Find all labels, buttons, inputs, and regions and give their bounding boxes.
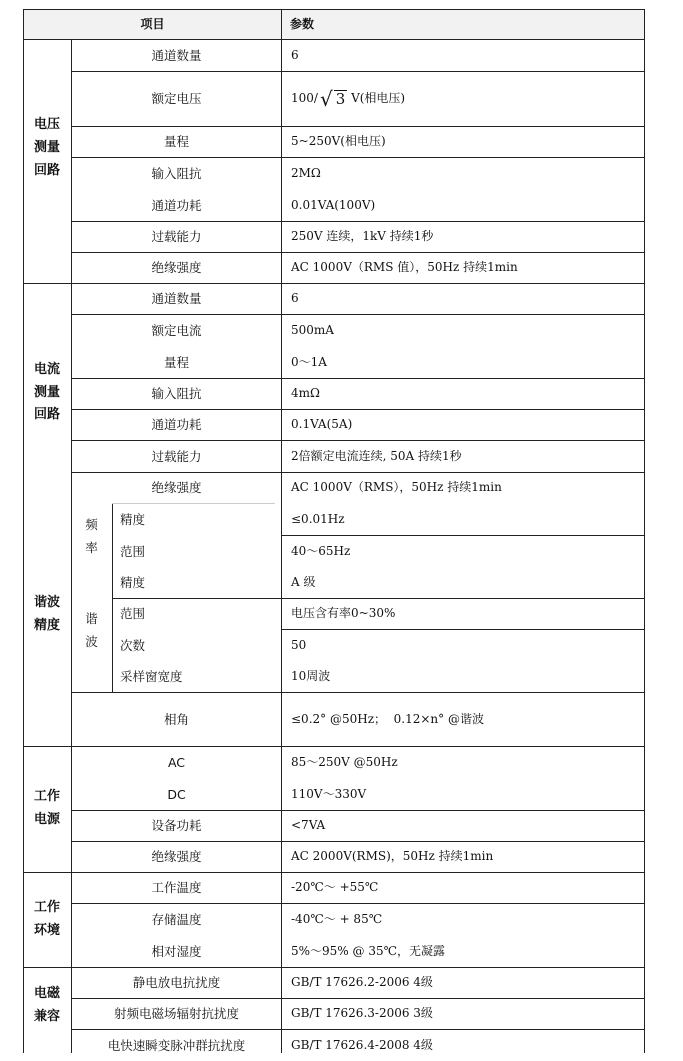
- value-harm-order: 50: [291, 637, 307, 652]
- value-voltage-power: 0.01VA(100V): [291, 197, 376, 212]
- item-device-power: 设备功耗: [151, 818, 202, 833]
- value-operating-temp: -20℃～ +55℃: [291, 880, 379, 895]
- hline: [23, 872, 645, 873]
- value-harm-range: 电压含有率0~30%: [291, 606, 396, 621]
- value-current-impedance: 4mΩ: [291, 386, 320, 401]
- item-current-power: 通道功耗: [151, 417, 202, 432]
- item-current-channels: 通道数量: [151, 291, 202, 306]
- hline: [71, 440, 645, 441]
- item-harm-order: 次数: [120, 637, 146, 653]
- border-top: [23, 9, 645, 10]
- divider-item-param: [281, 9, 282, 1053]
- hline: [71, 472, 645, 473]
- hline: [112, 598, 645, 599]
- value-rated-voltage-radicand: 3: [335, 89, 346, 108]
- item-rated-current: 额定电流: [151, 322, 202, 338]
- item-voltage-overload: 过载能力: [151, 229, 202, 244]
- border-right: [644, 9, 645, 1053]
- item-eft: 电快速瞬变脉冲群抗扰度: [107, 1037, 246, 1053]
- value-rf-field: GB/T 17626.3-2006 3级: [291, 1006, 433, 1021]
- hline: [71, 409, 645, 410]
- value-harm-accuracy: A 级: [291, 575, 316, 590]
- value-rated-voltage-prefix: 100/: [291, 91, 318, 106]
- hline: [282, 629, 645, 630]
- value-current-insulation: AC 1000V（RMS），50Hz 持续1min: [291, 480, 502, 495]
- item-voltage-channels: 通道数量: [151, 48, 202, 63]
- value-power-dc: 110V～330V: [291, 786, 367, 801]
- item-freq-range: 范围: [120, 543, 146, 559]
- item-rf-field: 射频电磁场辐射抗扰度: [113, 1006, 239, 1021]
- item-humidity: 相对湿度: [151, 943, 202, 959]
- hline: [71, 71, 645, 72]
- hline: [282, 535, 645, 536]
- item-voltage-power: 通道功耗: [151, 197, 202, 213]
- hline: [71, 1029, 645, 1030]
- border-left: [23, 9, 24, 1053]
- hline: [71, 221, 645, 222]
- hline: [71, 841, 645, 842]
- value-storage-temp: -40℃～ + 85℃: [291, 911, 383, 926]
- hline: [71, 157, 645, 158]
- item-voltage-insulation: 绝缘强度: [151, 260, 202, 275]
- item-phase-angle: 相角: [163, 711, 189, 727]
- hline: [23, 967, 645, 968]
- hline: [71, 998, 645, 999]
- item-current-insulation: 绝缘强度: [151, 480, 202, 495]
- group-voltage: 电压 测量 回路: [33, 117, 60, 178]
- hline: [23, 283, 645, 284]
- hline: [71, 252, 645, 253]
- group-env: 工作 环境: [33, 899, 60, 938]
- hline: [23, 746, 645, 747]
- value-current-power: 0.1VA(5A): [291, 417, 353, 432]
- divider-group-item: [71, 40, 72, 1053]
- value-current-overload: 2倍额定电流连续, 50A 持续1秒: [291, 448, 462, 463]
- group-power: 工作 电源: [33, 789, 60, 827]
- item-esd: 静电放电抗扰度: [132, 975, 221, 990]
- group-emc: 电磁 兼容: [33, 986, 60, 1024]
- item-current-impedance: 输入阻抗: [151, 386, 202, 401]
- value-freq-accuracy: ≤0.01Hz: [291, 512, 345, 527]
- value-rated-voltage-suffix: V(相电压): [347, 91, 406, 106]
- item-current-range: 量程: [163, 354, 189, 370]
- hline: [71, 126, 645, 127]
- hline: [71, 810, 645, 811]
- value-rated-current: 500mA: [291, 322, 334, 337]
- value-voltage-overload: 250V 连续，1kV 持续1秒: [291, 229, 434, 244]
- header-param: 参数: [282, 9, 645, 40]
- value-power-ac: 85～250V @50Hz: [291, 754, 398, 769]
- item-voltage-impedance: 输入阻抗: [151, 165, 202, 181]
- value-humidity: 5%～95% @ 35℃，无凝露: [291, 943, 446, 958]
- hline: [71, 314, 645, 315]
- hline: [23, 39, 645, 40]
- value-current-channels: 6: [291, 291, 299, 306]
- value-freq-range: 40～65Hz: [291, 543, 351, 558]
- value-power-insulation: AC 2000V(RMS)，50Hz 持续1min: [291, 849, 494, 864]
- item-harm-range: 范围: [120, 606, 146, 621]
- value-phase-angle: ≤0.2° @50Hz； 0.12×n° @谐波: [291, 711, 484, 726]
- sqrt-symbol: √ 3: [319, 86, 346, 111]
- value-voltage-impedance: 2MΩ: [291, 165, 321, 180]
- item-harm-accuracy: 精度: [120, 575, 146, 590]
- value-current-range: 0～1A: [291, 354, 327, 369]
- item-operating-temp: 工作温度: [151, 880, 202, 895]
- value-voltage-channels: 6: [291, 48, 299, 63]
- subgroup-harmonic: 谐 波: [85, 610, 98, 649]
- group-current: 电流 测量 回路: [33, 361, 60, 423]
- hline: [71, 692, 645, 693]
- value-device-power: <7VA: [291, 818, 326, 833]
- item-storage-temp: 存储温度: [151, 911, 202, 927]
- hline: [71, 378, 645, 379]
- value-harm-window: 10周波: [291, 669, 331, 684]
- value-voltage-range: 5~250V(相电压): [291, 134, 386, 149]
- subgroup-frequency: 频 率: [85, 516, 98, 555]
- item-power-ac: AC: [167, 754, 186, 770]
- hline: [112, 503, 275, 504]
- item-power-dc: DC: [167, 786, 186, 802]
- item-harm-window: 采样窗宽度: [120, 669, 183, 684]
- value-voltage-insulation: AC 1000V（RMS 值），50Hz 持续1min: [291, 260, 518, 275]
- item-rated-voltage: 额定电压: [151, 91, 202, 106]
- hline: [71, 903, 645, 904]
- item-power-insulation: 绝缘强度: [151, 849, 202, 864]
- item-voltage-range: 量程: [163, 134, 189, 149]
- value-rated-voltage: [282, 71, 645, 126]
- group-harmonic: 谐波 精度: [33, 594, 60, 633]
- value-esd: GB/T 17626.2-2006 4级: [291, 975, 433, 990]
- item-freq-accuracy: 精度: [120, 512, 146, 527]
- item-current-overload: 过载能力: [151, 448, 202, 464]
- header-item: 项目: [23, 9, 282, 40]
- value-eft: GB/T 17626.4-2008 4级: [291, 1037, 433, 1052]
